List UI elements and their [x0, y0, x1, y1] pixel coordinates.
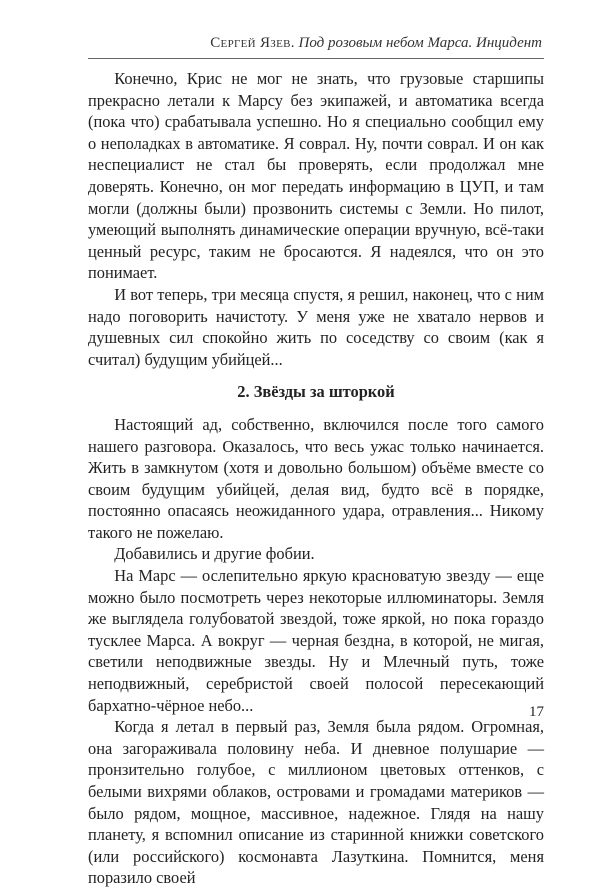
header-author: Сергей Язев.: [210, 35, 295, 51]
paragraph: И вот теперь, три месяца спустя, я решил, наконец, что с ним надо поговорить начистоту. У меня уже не хватало нервов и душевных сил спокойно жить по соседству со своим (как я считал) будущим убийцей...: [88, 284, 544, 369]
paragraph: Настоящий ад, собственно, включился после того самого нашего разговора. Оказалось, что весь ужас только начинается. Жить в замкнутом (хотя и довольно большом) объёме вместе со своим будущим убийцей, делая вид, будто всё в порядке, постоянно опасаясь неожиданного удара, отравления... Никому такого не пожелаю.: [88, 414, 544, 542]
header-title: Под розовым небом Марса. Инцидент: [298, 35, 542, 51]
header-rule: [88, 58, 544, 59]
paragraph: На Марс — ослепительно яркую красноватую звезду — еще можно было посмотреть через некоторые иллюминаторы. Земля же выглядела голубоватой звездой, тоже яркой, но пока гораздо тусклее Марса. А вокруг — черная бездна, в которой, не мигая, светили неподвижные звезды. Ну и Млечный путь, тоже неподвижный, серебристой своей полосой пересекающий бархатно-чёрное небо...: [88, 566, 544, 715]
paragraph: Когда я летал в первый раз, Земля была рядом. Огромная, она загораживала половину неба. И дневное полушарие — пронзительно голубое, с миллионом цветовых оттенков, с белыми вихрями облаков, островами и громадами материков — было рядом, мощное, массивное, надежное. Глядя на нашу планету, я вспомнил описание из старинной книжки советского (или российского) космонавта Лазуткина. Помнится, меня поразило своей: [88, 717, 544, 888]
section-heading: 2. Звёзды за шторкой: [237, 382, 395, 402]
paragraph: Конечно, Крис не мог не знать, что грузовые старшипы прекрасно летали к Марсу без экипажей, и автоматика всегда (пока что) срабатывала успешно. Но я специально сообщил ему о неполадках в автоматике. Я соврал. Ну, почти соврал. И он как неспециалист не стал бы проверять, если продолжал мне доверять. Конечно, он мог передать информацию в ЦУП, и там могли (должны были) прозвонить системы с Земли. Но пилот, умеющий выполнять динамические операции вручную, всё-таки ценный ресурс, таким не бросаются. Я надеялся, что он это понимает.: [88, 69, 544, 283]
page-body: [88, 68, 544, 889]
page-number: 17: [529, 704, 544, 720]
paragraph: Добавились и другие фобии.: [114, 544, 315, 564]
running-header: [0, 34, 542, 52]
